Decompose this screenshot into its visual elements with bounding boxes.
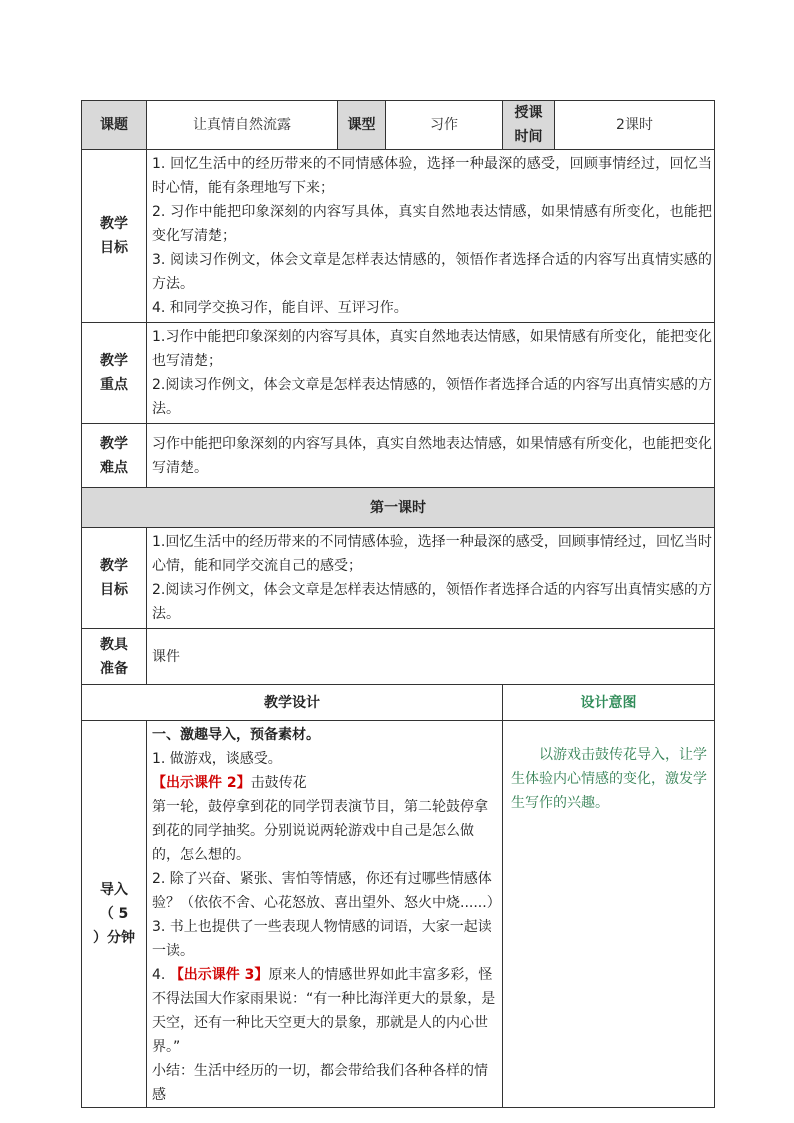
objective-item: 4. 和同学交换习作，能自评、互评习作。	[152, 300, 408, 316]
lesson-objectives-label	[82, 528, 147, 629]
intro-label-line2: （ 5	[99, 906, 129, 922]
tools-value: 课件	[147, 629, 715, 685]
header-row	[82, 101, 715, 150]
objectives-content	[147, 150, 715, 323]
intro-row	[82, 721, 715, 1108]
intro-intent	[503, 721, 715, 1108]
intro-heading: 一、激趣导入，预备素材。	[152, 727, 320, 743]
lesson-objectives-row	[82, 528, 715, 629]
key-points-label-line2: 重点	[100, 377, 128, 393]
intro-item-4	[152, 963, 500, 1059]
courseware-tag: 【出示课件 2】	[152, 775, 251, 791]
key-point-item: 2.阅读习作例文，体会文章是怎样表达情感的，领悟作者选择合适的内容写出真情实感的方法。	[152, 377, 712, 417]
difficulties-row	[82, 424, 715, 488]
objectives-label-line2: 目标	[100, 240, 128, 256]
intro-paragraph-1: 第一轮，鼓停拿到花的同学罚表演节目，第二轮鼓停拿到花的同学抽奖。分别说说两轮游戏中自己是怎么做的，怎么想的。	[152, 799, 488, 863]
tools-label	[82, 629, 147, 685]
design-header: 教学设计	[82, 685, 503, 721]
intro-item-1: 1. 做游戏，谈感受。	[152, 751, 282, 767]
key-point-item: 1.习作中能把印象深刻的内容写具体，真实自然地表达情感，如果情感有所变化，能把变化也写清楚；	[152, 329, 712, 369]
tools-label-line1: 教具	[100, 636, 128, 653]
section-title: 第一课时	[82, 488, 715, 528]
courseware-text: 击鼓传花	[250, 775, 307, 791]
difficulties-content	[147, 424, 715, 488]
key-points-row	[82, 323, 715, 424]
key-points-content	[147, 323, 715, 424]
time-label-line2: 时间	[514, 129, 543, 145]
intro-item-3: 3. 书上也提供了一些表现人物情感的词语，大家一起读一读。	[152, 919, 492, 959]
type-value: 习作	[386, 101, 503, 150]
intro-summary: 小结：生活中经历的一切，都会带给我们各种各样的情感	[152, 1063, 488, 1103]
lesson-objectives-label-line2: 目标	[100, 582, 128, 598]
objectives-label-line1: 教学	[100, 216, 128, 232]
difficulties-label-line2: 难点	[100, 459, 128, 476]
difficulties-label-line1: 教学	[100, 435, 128, 452]
intro-item-2: 2. 除了兴奋、紧张、害怕等情感，你还有过哪些情感体验？（依依不舍、心花怒放、喜出望外、怒火中烧......）	[152, 871, 501, 911]
intro-label-line3: ）分钟	[93, 930, 135, 946]
key-points-label	[82, 323, 147, 424]
difficulties-label	[82, 424, 147, 488]
time-label-line1: 授课	[514, 105, 543, 121]
objective-item: 2. 习作中能把印象深刻的内容写具体，真实自然地表达情感，如果情感有所变化，也能把变化写清楚；	[152, 204, 712, 244]
intro-content	[147, 721, 503, 1108]
intro-label	[82, 721, 147, 1108]
difficulty-item: 习作中能把印象深刻的内容写具体，真实自然地表达情感，如果情感有所变化，也能把变化写清楚。	[152, 435, 712, 476]
tools-row	[82, 629, 715, 685]
lesson-objectives-content	[147, 528, 715, 629]
objectives-label	[82, 150, 147, 323]
type-label: 课型	[338, 101, 386, 150]
tools-label-line2: 准备	[100, 660, 128, 677]
intent-header: 设计意图	[503, 685, 715, 721]
section-row	[82, 488, 715, 528]
intro-label-line1: 导入	[100, 882, 128, 898]
key-points-label-line1: 教学	[100, 353, 128, 369]
lesson-objectives-label-line1: 教学	[100, 558, 128, 574]
objective-item: 3. 阅读习作例文，体会文章是怎样表达情感的，领悟作者选择合适的内容写出真情实感的方法。	[152, 252, 712, 292]
lesson-objective-item: 2.阅读习作例文，体会文章是怎样表达情感的，领悟作者选择合适的内容写出真情实感的方法。	[152, 582, 712, 622]
intro-item-4-prefix: 4.	[152, 967, 170, 983]
time-value: 2课时	[555, 101, 715, 150]
lesson-plan-table	[81, 100, 715, 1108]
design-header-row	[82, 685, 715, 721]
objectives-row	[82, 150, 715, 323]
objective-item: 1. 回忆生活中的经历带来的不同情感体验，选择一种最深的感受，回顾事情经过，回忆当时心情，能有条理地写下来；	[152, 156, 712, 196]
intent-text: 以游戏击鼓传花导入，让学生体验内心情感的变化，激发学生写作的兴趣。	[511, 747, 707, 811]
courseware-tag: 【出示课件 3】	[169, 967, 269, 983]
time-label	[503, 101, 555, 150]
topic-value: 让真情自然流露	[147, 101, 338, 150]
topic-label: 课题	[82, 101, 147, 150]
lesson-objective-item: 1.回忆生活中的经历带来的不同情感体验，选择一种最深的感受，回顾事情经过，回忆当时心情，能和同学交流自己的感受；	[152, 534, 712, 574]
intro-show-1	[152, 771, 500, 795]
intro-item-4-text: 原来人的情感世界如此丰富多彩，怪不得法国大作家雨果说：“有一种比海洋更大的景象，是天空，还有一种比天空更大的景象，那就是人的内心世界。”	[152, 967, 496, 1055]
